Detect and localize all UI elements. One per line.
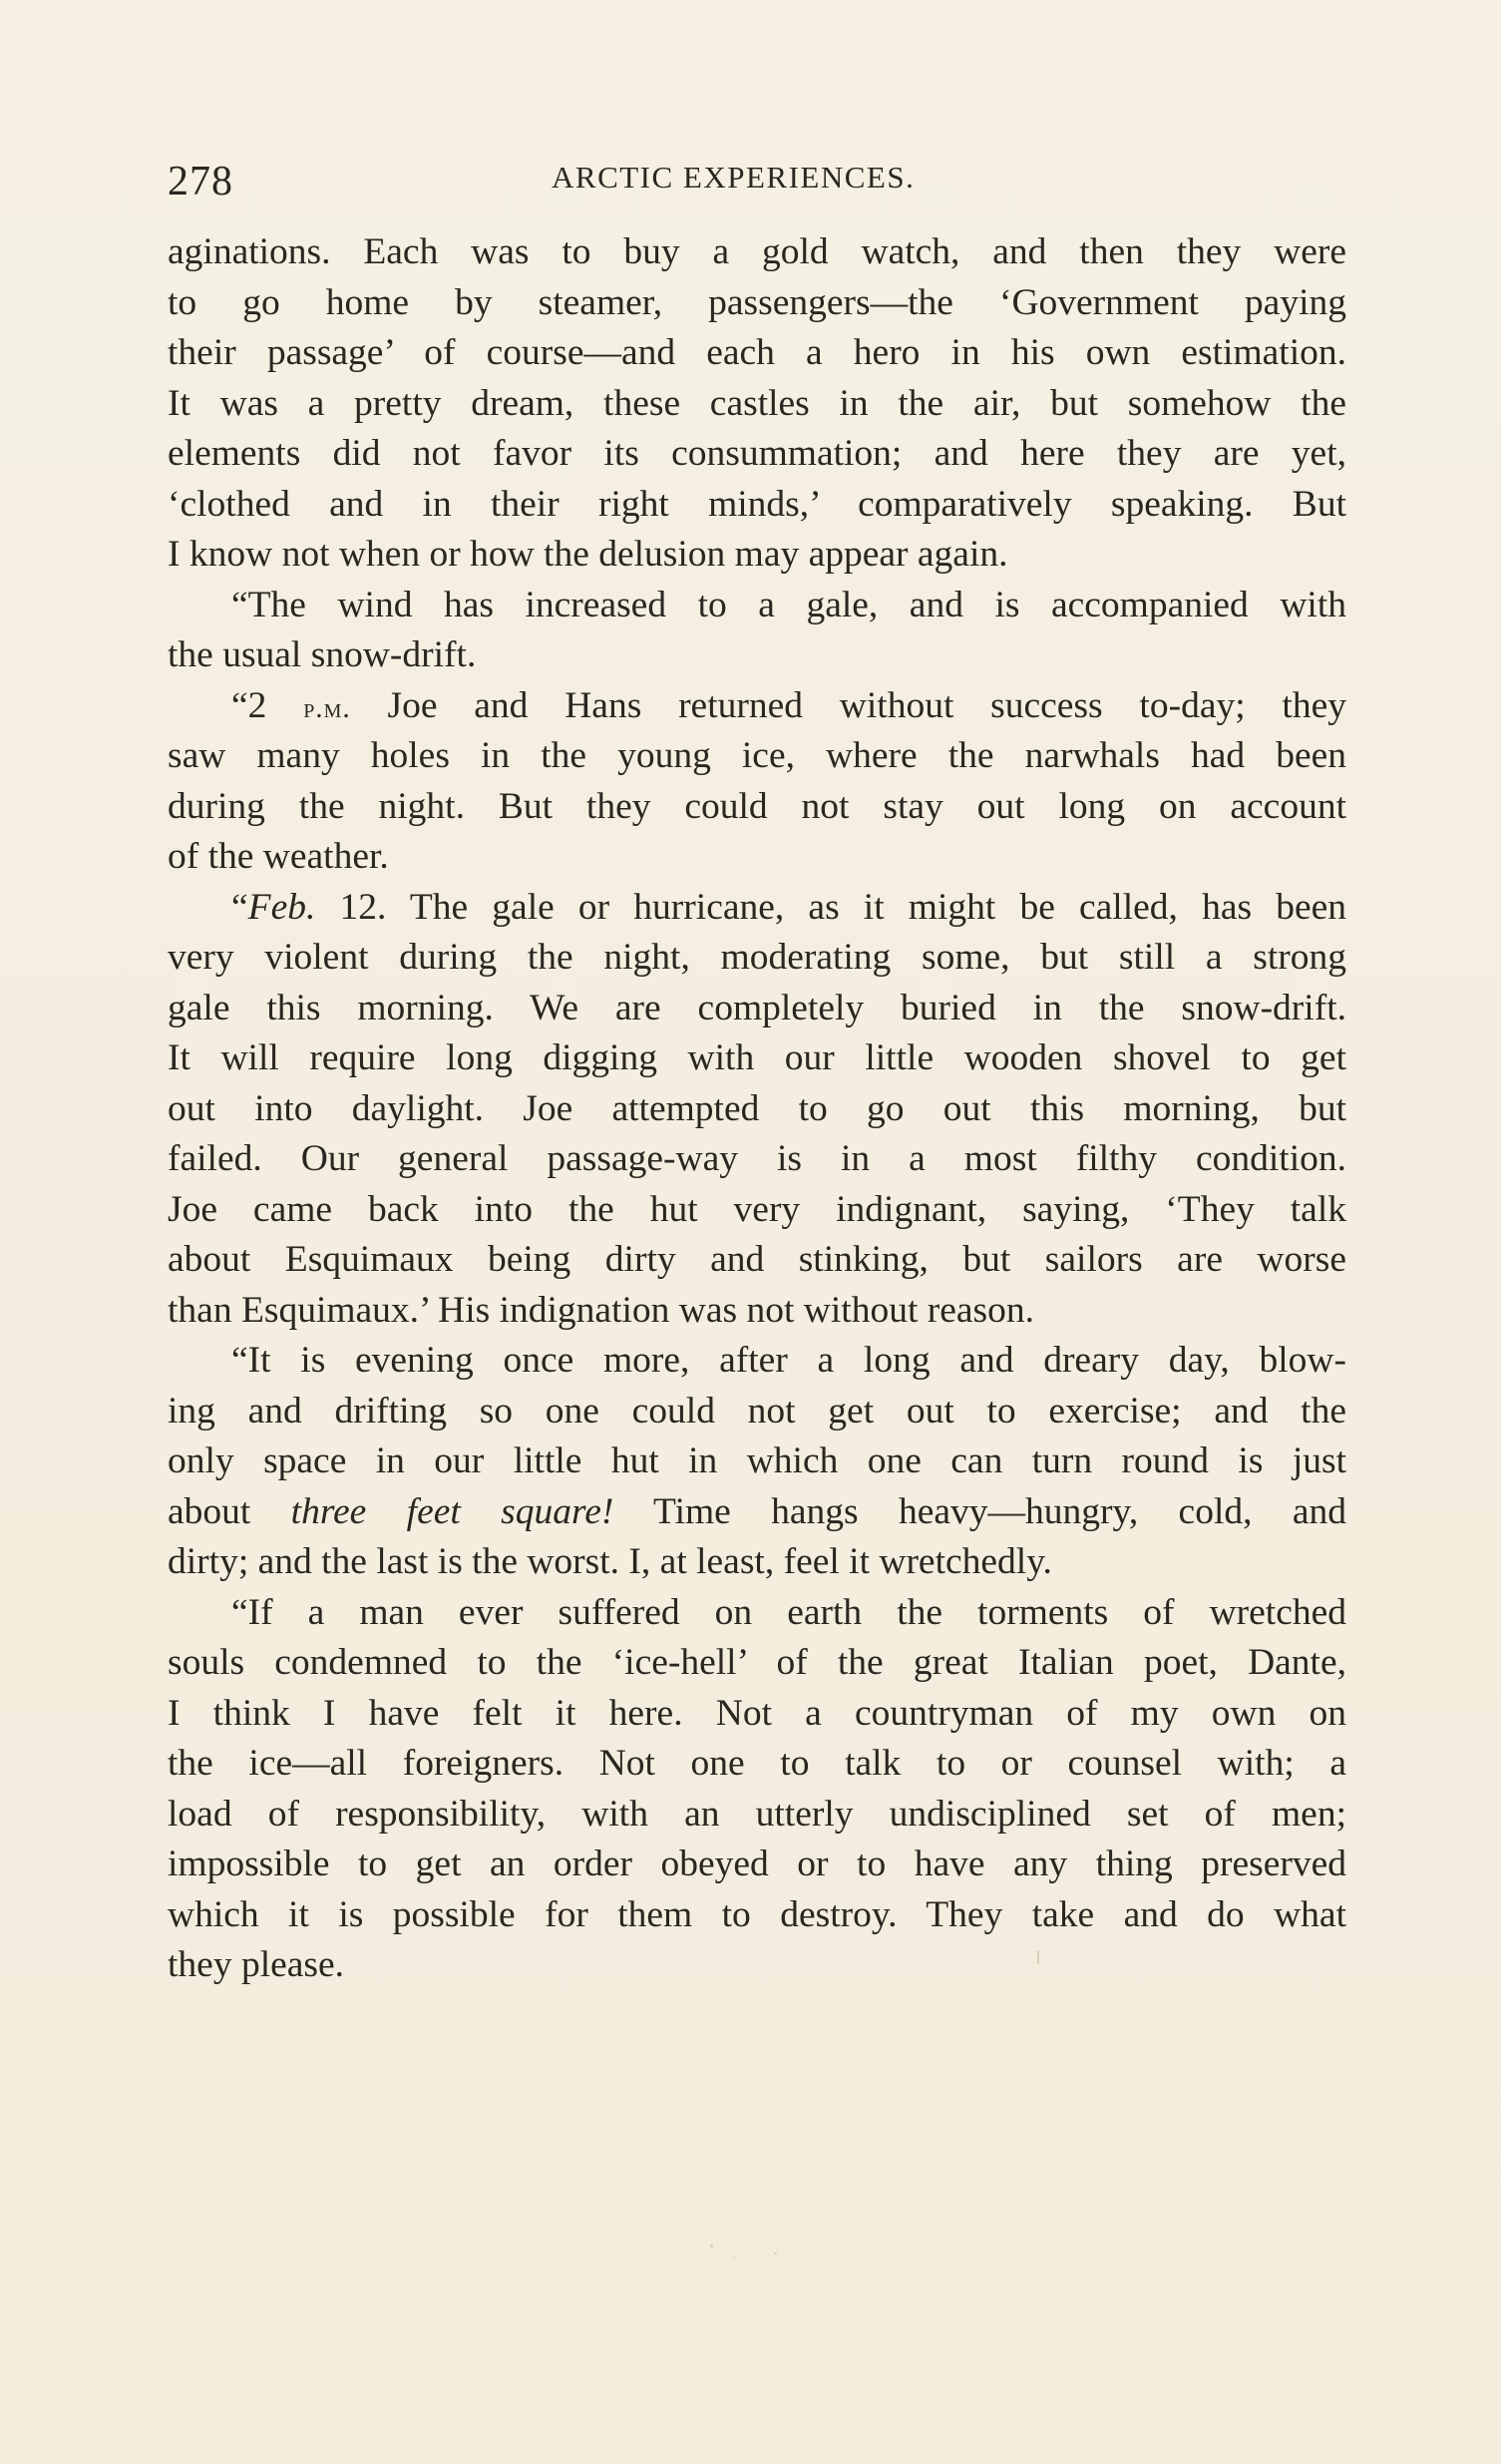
text-line: It will require long digging with our little wooden shovel to get bbox=[168, 1037, 1346, 1078]
paper-speck bbox=[733, 2257, 735, 2259]
text-line: to go home by steamer, passengers—the ‘Government paying bbox=[168, 281, 1346, 323]
text-line: than Esquimaux.’ His indignation was not without reason. bbox=[168, 1289, 1034, 1331]
text-line bbox=[168, 883, 1346, 934]
time-abbrev: p.m. bbox=[303, 691, 351, 724]
text-line: of the weather. bbox=[168, 836, 389, 877]
text-line: during the night. But they could not stay out long on account bbox=[168, 785, 1346, 827]
text-line: elements did not favor its consummation; and here they are yet, bbox=[168, 433, 1346, 474]
text-line: they please. bbox=[168, 1944, 345, 1985]
paper-speck bbox=[1037, 1950, 1039, 1964]
text-line: gale this morning. We are completely buried in the snow-drift. bbox=[168, 987, 1346, 1028]
body-text bbox=[168, 227, 1346, 1991]
page-header bbox=[168, 150, 1346, 209]
line-segment: 12. The gale or hurricane, as it might be called, has been bbox=[315, 886, 1346, 928]
page-number: 278 bbox=[168, 159, 233, 205]
text-line: saw many holes in the young ice, where the narwhals had been bbox=[168, 735, 1346, 776]
text-line: ing and drifting so one could not get out to exercise; and the bbox=[168, 1390, 1346, 1432]
text-line: ‘clothed and in their right minds,’ comparatively speaking. But bbox=[168, 483, 1346, 525]
text-line: “If a man ever suffered on earth the torments of wretched bbox=[231, 1591, 1346, 1633]
text-line: souls condemned to the ‘ice-hell’ of the great Italian poet, Dante, bbox=[168, 1642, 1346, 1683]
text-line: only space in our little hut in which one can turn round is just bbox=[168, 1440, 1346, 1481]
text-line: aginations. Each was to buy a gold watch, and then they were bbox=[168, 231, 1346, 272]
line-segment: about bbox=[168, 1490, 291, 1532]
text-line: which it is possible for them to destroy. They take and do what bbox=[168, 1893, 1346, 1935]
text-line: their passage’ of course—and each a hero in his own estimation. bbox=[168, 332, 1346, 373]
paper-speck bbox=[710, 2245, 713, 2248]
text-line: “It is evening once more, after a long and dreary day, blow- bbox=[231, 1340, 1346, 1381]
text-line: out into daylight. Joe attempted to go out this morning, but bbox=[168, 1087, 1346, 1129]
text-line: very violent during the night, moderating some, but still a strong bbox=[168, 937, 1346, 978]
line-segment: Joe and Hans returned without success to-day; they bbox=[350, 684, 1346, 726]
text-line: I think I have felt it here. Not a countryman of my own on bbox=[168, 1692, 1346, 1734]
text-line: the ice—all foreigners. Not one to talk to or counsel with; a bbox=[168, 1743, 1346, 1784]
text-line: I know not when or how the delusion may appear again. bbox=[168, 534, 1008, 575]
date-italic: Feb. bbox=[247, 886, 316, 928]
text-line: dirty; and the last is the worst. I, at least, feel it wretchedly. bbox=[168, 1541, 1052, 1582]
text-line: “The wind has increased to a gale, and is accompanied with bbox=[231, 584, 1346, 625]
text-line: load of responsibility, with an utterly undisciplined set of men; bbox=[168, 1793, 1346, 1835]
text-line: It was a pretty dream, these castles in the air, but somehow the bbox=[168, 382, 1346, 424]
line-segment: “ bbox=[231, 886, 248, 928]
line-segment: Time hangs heavy—hungry, cold, and bbox=[613, 1490, 1346, 1532]
text-line bbox=[168, 681, 1346, 732]
text-line bbox=[168, 1487, 1346, 1538]
text-line: impossible to get an order obeyed or to have any thing preserved bbox=[168, 1844, 1346, 1884]
emphasis-italic: three feet square! bbox=[290, 1490, 614, 1532]
line-segment: “2 bbox=[231, 684, 304, 726]
text-line: about Esquimaux being dirty and stinking, but sailors are worse bbox=[168, 1239, 1346, 1280]
text-line: failed. Our general passage-way is in a most filthy condition. bbox=[168, 1138, 1346, 1179]
paper-speck bbox=[774, 2253, 777, 2255]
text-line: Joe came back into the hut very indignant, saying, ‘They talk bbox=[168, 1188, 1346, 1230]
text-line: the usual snow-drift. bbox=[168, 634, 477, 675]
running-head: ARCTIC EXPERIENCES. bbox=[552, 160, 916, 195]
